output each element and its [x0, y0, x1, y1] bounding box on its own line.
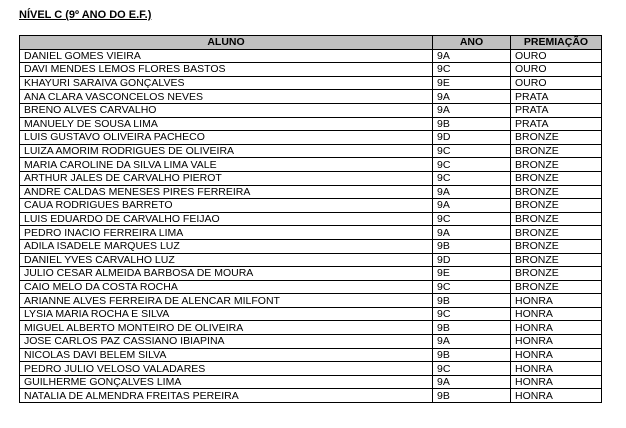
table-row	[20, 362, 602, 376]
grade-cell: 9B	[433, 294, 511, 308]
table-row	[20, 90, 602, 104]
student-name-cell: ANDRE CALDAS MENESES PIRES FERREIRA	[20, 185, 433, 199]
award-cell: HONRA	[511, 375, 602, 389]
table-row	[20, 253, 602, 267]
award-cell: BRONZE	[511, 199, 602, 213]
grade-cell: 9C	[433, 280, 511, 294]
student-name-cell: JULIO CESAR ALMEIDA BARBOSA DE MOURA	[20, 267, 433, 281]
grade-cell: 9D	[433, 253, 511, 267]
award-cell: PRATA	[511, 117, 602, 131]
award-cell: OURO	[511, 63, 602, 77]
column-header-premiacao: PREMIAÇÃO	[511, 36, 602, 50]
award-cell: BRONZE	[511, 171, 602, 185]
student-name-cell: PEDRO JULIO VELOSO VALADARES	[20, 362, 433, 376]
student-name-cell: LUIS GUSTAVO OLIVEIRA PACHECO	[20, 131, 433, 145]
student-name-cell: DAVI MENDES LEMOS FLORES BASTOS	[20, 63, 433, 77]
grade-cell: 9A	[433, 90, 511, 104]
grade-cell: 9C	[433, 171, 511, 185]
student-name-cell: NATALIA DE ALMENDRA FREITAS PEREIRA	[20, 389, 433, 403]
student-name-cell: CAIO MELO DA COSTA ROCHA	[20, 280, 433, 294]
table-row	[20, 335, 602, 349]
award-cell: BRONZE	[511, 185, 602, 199]
award-cell: BRONZE	[511, 253, 602, 267]
award-cell: PRATA	[511, 90, 602, 104]
grade-cell: 9A	[433, 199, 511, 213]
grade-cell: 9A	[433, 375, 511, 389]
award-cell: HONRA	[511, 307, 602, 321]
table-row	[20, 321, 602, 335]
award-cell: BRONZE	[511, 131, 602, 145]
student-name-cell: MIGUEL ALBERTO MONTEIRO DE OLIVEIRA	[20, 321, 433, 335]
student-name-cell: DANIEL GOMES VIEIRA	[20, 49, 433, 63]
table-row	[20, 280, 602, 294]
student-name-cell: JOSE CARLOS PAZ CASSIANO IBIAPINA	[20, 335, 433, 349]
award-cell: HONRA	[511, 362, 602, 376]
award-cell: BRONZE	[511, 267, 602, 281]
award-cell: BRONZE	[511, 212, 602, 226]
grade-cell: 9C	[433, 362, 511, 376]
award-cell: HONRA	[511, 321, 602, 335]
student-name-cell: ANA CLARA VASCONCELOS NEVES	[20, 90, 433, 104]
student-name-cell: MARIA CAROLINE DA SILVA LIMA VALE	[20, 158, 433, 172]
grade-cell: 9B	[433, 239, 511, 253]
table-row	[20, 226, 602, 240]
grade-cell: 9D	[433, 131, 511, 145]
table-row	[20, 307, 602, 321]
grade-cell: 9A	[433, 335, 511, 349]
student-name-cell: LUIS EDUARDO DE CARVALHO FEIJAO	[20, 212, 433, 226]
table-row	[20, 267, 602, 281]
grade-cell: 9A	[433, 49, 511, 63]
student-name-cell: DANIEL YVES CARVALHO LUZ	[20, 253, 433, 267]
grade-cell: 9C	[433, 158, 511, 172]
award-cell: BRONZE	[511, 158, 602, 172]
table-row	[20, 389, 602, 403]
table-row	[20, 144, 602, 158]
table-row	[20, 199, 602, 213]
table-row	[20, 158, 602, 172]
student-name-cell: GUILHERME GONÇALVES LIMA	[20, 375, 433, 389]
award-cell: OURO	[511, 76, 602, 90]
table-row	[20, 185, 602, 199]
grade-cell: 9B	[433, 321, 511, 335]
student-name-cell: ADILA ISADELE MARQUES LUZ	[20, 239, 433, 253]
section-title: NÍVEL C (9º ANO DO E.F.)	[19, 9, 152, 21]
table-row	[20, 131, 602, 145]
grade-cell: 9C	[433, 144, 511, 158]
student-name-cell: ARIANNE ALVES FERREIRA DE ALENCAR MILFONT	[20, 294, 433, 308]
column-header-aluno: ALUNO	[20, 36, 433, 50]
award-cell: HONRA	[511, 335, 602, 349]
grade-cell: 9A	[433, 226, 511, 240]
award-cell: BRONZE	[511, 144, 602, 158]
award-cell: BRONZE	[511, 226, 602, 240]
student-name-cell: PEDRO INACIO FERREIRA LIMA	[20, 226, 433, 240]
grade-cell: 9B	[433, 389, 511, 403]
grade-cell: 9A	[433, 103, 511, 117]
grade-cell: 9E	[433, 76, 511, 90]
table-row	[20, 294, 602, 308]
award-cell: BRONZE	[511, 239, 602, 253]
table-row	[20, 212, 602, 226]
student-name-cell: NICOLAS DAVI BELEM SILVA	[20, 348, 433, 362]
student-name-cell: BRENO ALVES CARVALHO	[20, 103, 433, 117]
table-row	[20, 375, 602, 389]
grade-cell: 9B	[433, 117, 511, 131]
award-cell: OURO	[511, 49, 602, 63]
awards-table	[19, 35, 602, 403]
award-cell: PRATA	[511, 103, 602, 117]
grade-cell: 9C	[433, 212, 511, 226]
award-cell: HONRA	[511, 389, 602, 403]
award-cell: BRONZE	[511, 280, 602, 294]
student-name-cell: KHAYURI SARAIVA GONÇALVES	[20, 76, 433, 90]
student-name-cell: LYSIA MARIA ROCHA E SILVA	[20, 307, 433, 321]
grade-cell: 9B	[433, 348, 511, 362]
table-row	[20, 117, 602, 131]
award-cell: HONRA	[511, 348, 602, 362]
grade-cell: 9C	[433, 63, 511, 77]
table-row	[20, 171, 602, 185]
grade-cell: 9A	[433, 185, 511, 199]
student-name-cell: MANUELY DE SOUSA LIMA	[20, 117, 433, 131]
student-name-cell: LUIZA AMORIM RODRIGUES DE OLIVEIRA	[20, 144, 433, 158]
table-row	[20, 63, 602, 77]
table-row	[20, 239, 602, 253]
student-name-cell: ARTHUR JALES DE CARVALHO PIEROT	[20, 171, 433, 185]
grade-cell: 9E	[433, 267, 511, 281]
grade-cell: 9C	[433, 307, 511, 321]
table-row	[20, 348, 602, 362]
table-row	[20, 76, 602, 90]
table-header-row	[20, 36, 602, 50]
table-row	[20, 49, 602, 63]
table-row	[20, 103, 602, 117]
column-header-ano: ANO	[433, 36, 511, 50]
award-cell: HONRA	[511, 294, 602, 308]
student-name-cell: CAUA RODRIGUES BARRETO	[20, 199, 433, 213]
